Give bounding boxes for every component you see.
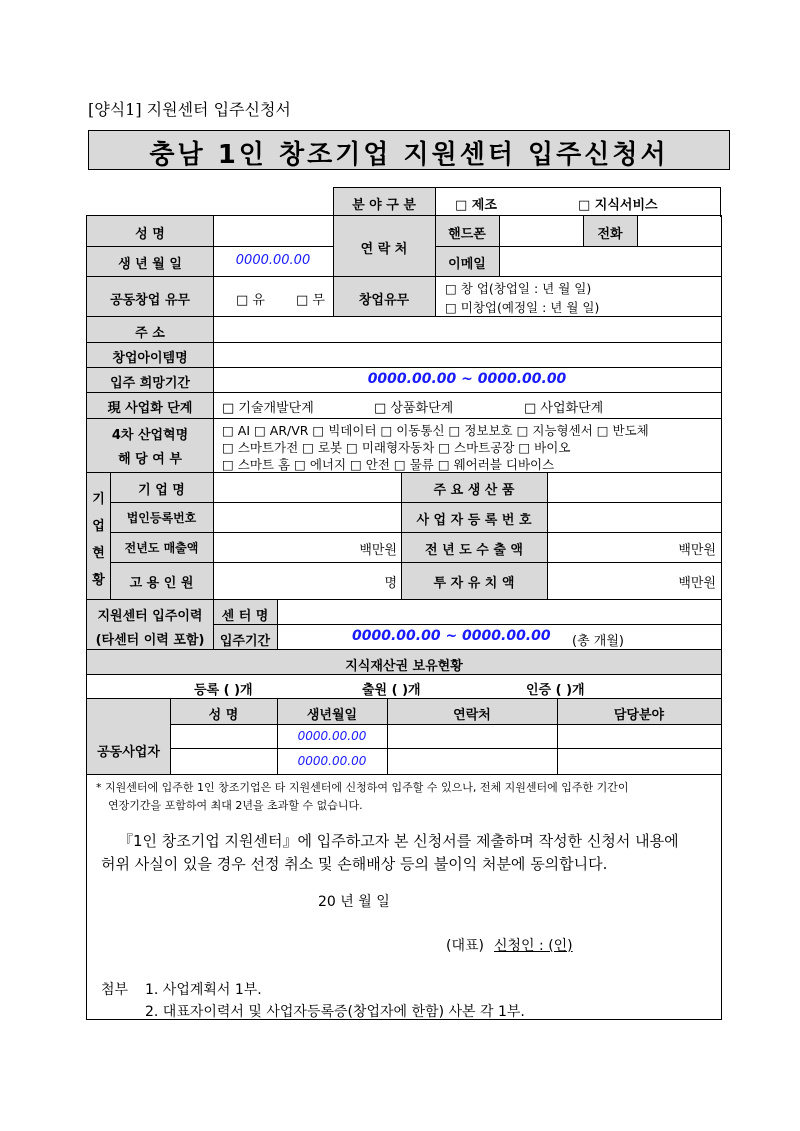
industry-options-row-3[interactable]: □ 스마트 홈 □ 에너지 □ 안전 □ 물류 □ 웨어러블 디바이스 [222, 457, 555, 472]
joint-no-option[interactable]: □ 무 [296, 293, 325, 308]
period-label: 입주 희망기간 [110, 376, 190, 391]
history-label-2: (타센터 이력 포함) [95, 633, 205, 648]
industry-options-row-1[interactable]: □ AI □ AR/VR □ 빅데이터 □ 이동통신 □ 정보보호 □ 지능형센서 □ 반도체 [222, 423, 649, 438]
staff-label: 고 용 인 원 [129, 576, 194, 591]
phone-label: 핸드폰 [448, 227, 486, 242]
ip-applied[interactable]: 출원 ( )개 [362, 683, 421, 698]
company-name-label: 기 업 명 [138, 483, 185, 498]
note-line-2: 연장기간을 포함하여 최대 2년을 초과할 수 없습니다. [108, 799, 363, 812]
partner-row-2-birth[interactable]: 0000.00.00 [297, 754, 367, 768]
history-months[interactable]: (총 개월) [572, 634, 624, 649]
address-label: 주 소 [135, 326, 165, 341]
name-field[interactable] [214, 217, 332, 245]
ip-registered[interactable]: 등록 ( )개 [194, 683, 253, 698]
biz-no-label: 사 업 자 등 록 번 호 [416, 513, 532, 528]
item-label: 창업아이템명 [112, 351, 188, 366]
partner-header-name: 성 명 [208, 708, 239, 723]
joint-label: 공동창업 유무 [110, 293, 190, 308]
history-label-1: 지원센터 입주이력 [97, 609, 203, 624]
partner-row-1-birth[interactable]: 0000.00.00 [297, 729, 367, 743]
name-label: 성 명 [135, 227, 165, 242]
sales-label: 전년도 매출액 [124, 541, 199, 555]
startup-label: 창업유무 [358, 293, 410, 308]
attach-item-1: 1. 사업계획서 1부. [145, 982, 262, 998]
email-field[interactable] [500, 247, 720, 275]
page-title: 충남 1인 창조기업 지원센터 입주신청서 [149, 140, 669, 170]
stage-option-business[interactable]: □ 사업화단계 [524, 401, 604, 416]
address-field[interactable] [214, 317, 720, 341]
history-period-value[interactable]: 0000.00.00 ~ 0000.00.00 [352, 628, 551, 644]
date-line[interactable]: 20 년 월 일 [318, 894, 390, 910]
invest-label: 투 자 유 치 액 [433, 576, 515, 591]
signer-line[interactable]: 신청인 : (인) [494, 938, 573, 954]
partner-header-field: 담당분야 [613, 708, 665, 723]
staff-unit[interactable]: 명 [384, 576, 397, 591]
industry-label-1: 4차 산업혁명 [111, 428, 189, 443]
biz-no-field[interactable] [548, 503, 720, 531]
phone-field[interactable] [500, 217, 582, 245]
stage-option-product[interactable]: □ 상품화단계 [374, 401, 454, 416]
partner-header-contact: 연락처 [453, 708, 491, 723]
company-side-3: 현 [92, 546, 105, 561]
joint-yes-option[interactable]: □ 유 [236, 293, 265, 308]
partner-header-birth: 생년월일 [306, 708, 358, 723]
product-field[interactable] [548, 473, 720, 501]
field-option-manufacturing[interactable]: □ 제조 [455, 198, 497, 213]
startup-planned-option[interactable]: □ 미창업(예정일 : 년 월 일) [445, 300, 600, 315]
signer-prefix: (대표) [446, 938, 484, 954]
history-period-label: 입주기간 [219, 634, 271, 649]
item-field[interactable] [214, 343, 720, 366]
industry-options-row-2[interactable]: □ 스마트가전 □ 로봇 □ 미래형자동차 □ 스마트공장 □ 바이오 [222, 440, 571, 455]
industry-label-2: 해 당 여 부 [118, 452, 182, 467]
export-unit[interactable]: 백만원 [678, 543, 716, 558]
center-name-label: 센 터 명 [221, 609, 269, 624]
tel-field[interactable] [638, 217, 720, 245]
note-line-1: * 지원센터에 입주한 1인 창조기업은 타 지원센터에 신청하여 입주할 수 있으나, 전체 지원센터에 입주한 기간이 [96, 781, 629, 794]
ip-title: 지식재산권 보유현황 [345, 659, 463, 674]
birth-label: 생 년 월 일 [118, 257, 182, 272]
startup-founded-option[interactable]: □ 창 업(창업일 : 년 월 일) [445, 281, 592, 296]
company-side-1: 기 [92, 492, 105, 507]
period-value[interactable]: 0000.00.00 ~ 0000.00.00 [367, 371, 567, 387]
invest-unit[interactable]: 백만원 [678, 576, 716, 591]
product-label: 주 요 생 산 품 [433, 483, 515, 498]
corp-no-field[interactable] [214, 503, 400, 531]
birth-value[interactable]: 0000.00.00 [235, 253, 311, 268]
company-side-4: 황 [92, 573, 105, 588]
company-side-2: 업 [92, 519, 105, 534]
attach-item-2: 2. 대표자이력서 및 사업자등록증(창업자에 한함) 사본 각 1부. [145, 1004, 525, 1020]
company-name-field[interactable] [214, 473, 400, 501]
pledge-line-2: 허위 사실이 있을 경우 선정 취소 및 손해배상 등의 불이익 처분에 동의합니다. [101, 855, 608, 873]
attach-label: 첨부 [101, 982, 129, 998]
form-label: [양식1] 지원센터 입주신청서 [88, 100, 291, 119]
corp-no-label: 법인등록번호 [126, 511, 197, 525]
tel-label: 전화 [597, 227, 623, 242]
export-label: 전 년 도 수 출 액 [425, 543, 523, 558]
partners-label: 공동사업자 [97, 745, 160, 760]
sales-unit[interactable]: 백만원 [359, 543, 397, 558]
field-label: 분 야 구 분 [352, 198, 416, 213]
stage-option-tech[interactable]: □ 기술개발단계 [222, 401, 314, 416]
field-option-knowledge-service[interactable]: □ 지식서비스 [578, 198, 658, 213]
ip-certified[interactable]: 인증 ( )개 [526, 683, 585, 698]
email-label: 이메일 [448, 257, 486, 272]
stage-label: 現 사업화 단계 [107, 401, 193, 416]
contact-label: 연 락 처 [360, 242, 408, 257]
center-name-field[interactable] [278, 600, 720, 623]
pledge-line-1: 『1인 창조기업 지원센터』에 입주하고자 본 신청서를 제출하며 작성한 신청서 내용에 [118, 832, 679, 850]
